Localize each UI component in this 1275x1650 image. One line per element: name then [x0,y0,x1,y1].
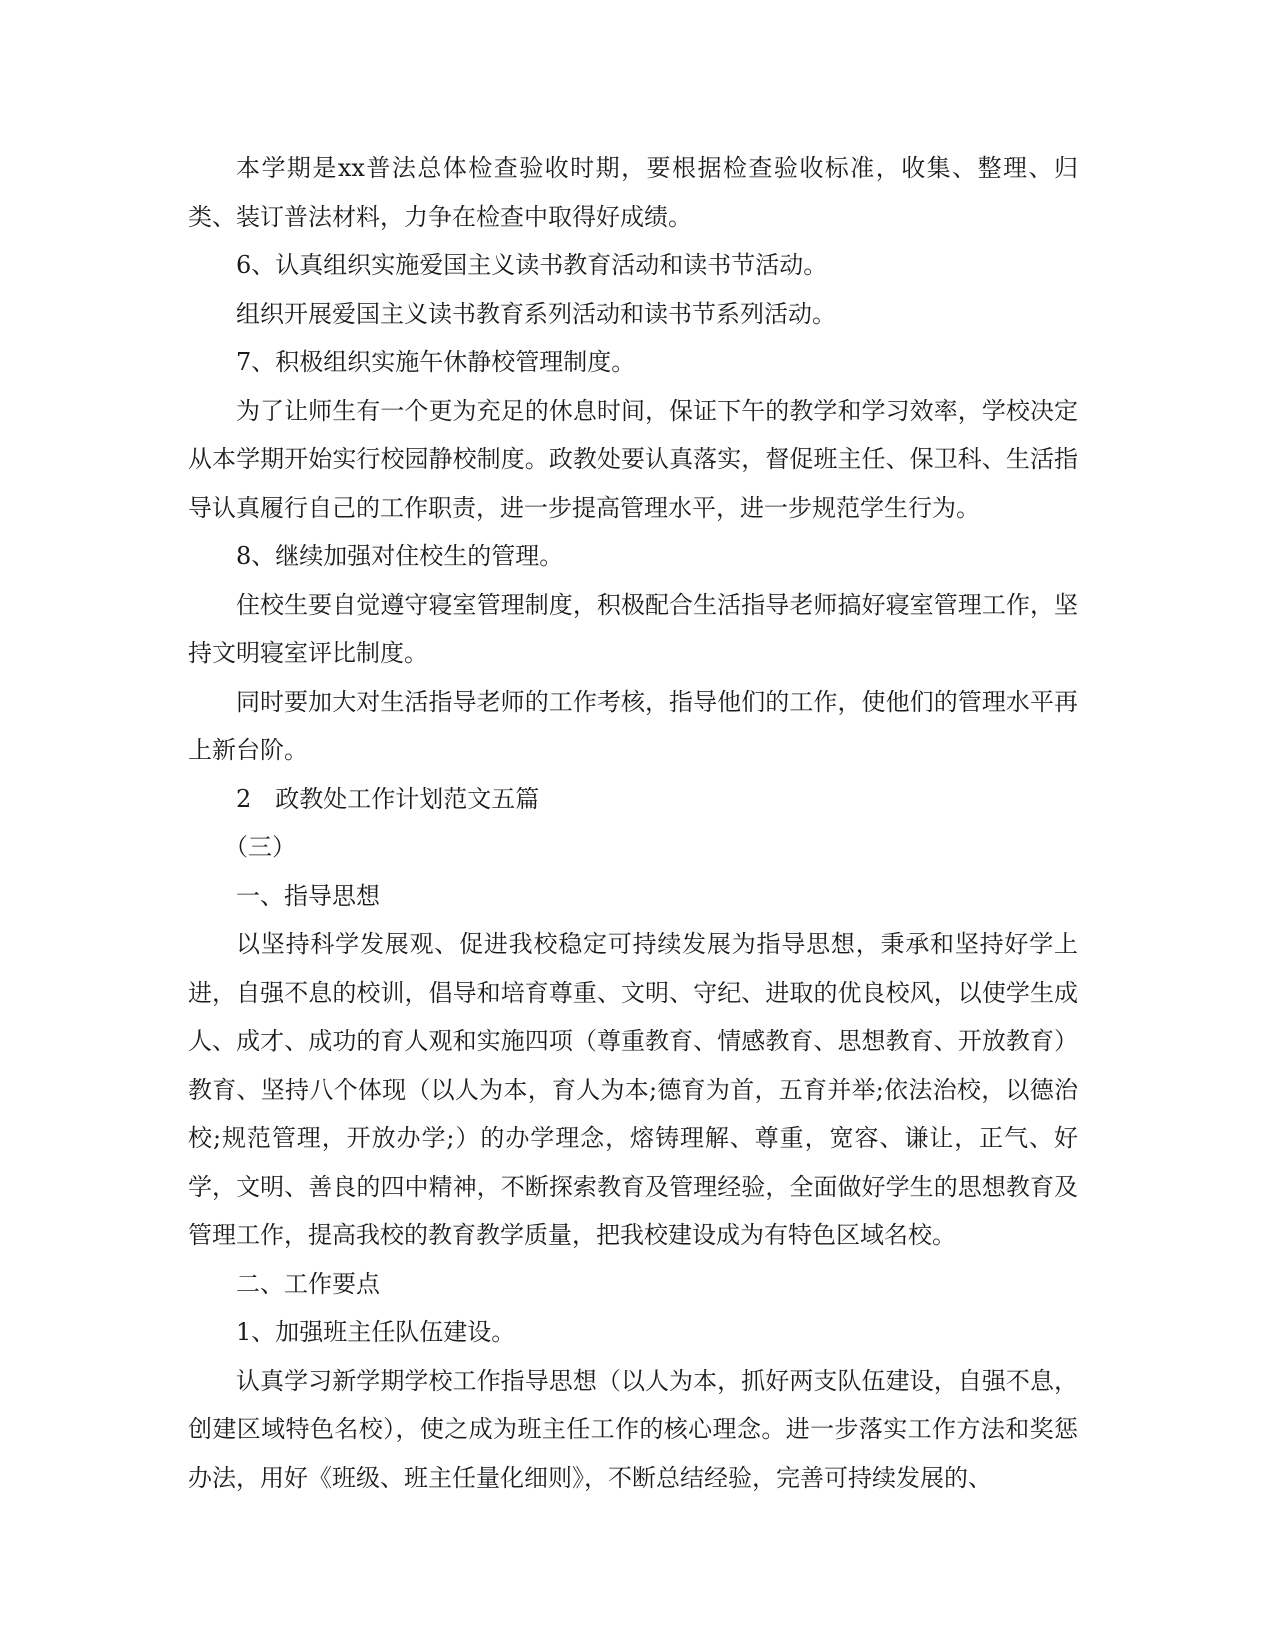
paragraph-life-guidance: 同时要加大对生活指导老师的工作考核，指导他们的工作，使他们的管理水平再上新台阶。 [188,687,1078,764]
heading-boarding-students: 8、继续加强对住校生的管理。 [236,542,564,570]
document-body [188,144,1078,1502]
heading-noon-rest: 7、积极组织实施午休静校管理制度。 [236,348,636,376]
paragraph-guiding-ideology: 以坚持科学发展观、促进我校稳定可持续发展为指导思想，秉承和坚持好学上进，自强不息的校训，倡导和培育尊重、文明、守纪、进取的优良校风，以使学生成人、成才、成功的育人观和实施四项（尊重教育、情感教育、思想教育、开放教育）教育、坚持八个体现（以人为本，育人为本;德育为首，五育并举;依法治校，以德治校;规范管理，开放办学;）的办学理念，熔铸理解、尊重，宽容、谦让，正气、好学，文明、善良的四中精神，不断探索教育及管理经验，全面做好学生的思想教育及管理工作，提高我校的教育教学质量，把我校建设成为有特色区域名校。 [188,930,1078,1249]
paragraph-dormitory: 住校生要自觉遵守寝室管理制度，积极配合生活指导老师搞好寝室管理工作，坚持文明寝室评比制度。 [188,590,1078,667]
paragraph-class-teacher-team: 认真学习新学期学校工作指导思想（以人为本，抓好两支队伍建设，自强不息，创建区域特色名校），使之成为班主任工作的核心理念。进一步落实工作方法和奖惩办法，用好《班级、班主任量化细则》，不断总结经验，完善可持续发展的、 [188,1366,1078,1492]
section-title: 2 政教处工作计划范文五篇 [236,784,540,813]
heading-guiding-ideology: 一、指导思想 [236,881,380,910]
paragraph-reading-activity: 组织开展爱国主义读书教育系列活动和读书节系列活动。 [236,299,836,328]
paragraph-noon-rest: 为了让师生有一个更为充足的休息时间，保证下午的教学和学习效率，学校决定从本学期开始实行校园静校制度。政教处要认真落实，督促班主任、保卫科、生活指导认真履行自己的工作职责，进一步提高管理水平，进一步规范学生行为。 [188,396,1078,522]
heading-class-teacher-team: 1、加强班主任队伍建设。 [236,1318,516,1346]
section-number: （三） [224,833,296,861]
paragraph-inspection: 本学期是xx普法总体检查验收时期，要根据检查验收标准，收集、整理、归类、装订普法材料，力争在检查中取得好成绩。 [188,154,1078,231]
heading-work-points: 二、工作要点 [236,1269,380,1298]
heading-reading-activity: 6、认真组织实施爱国主义读书教育活动和读书节活动。 [236,251,828,279]
